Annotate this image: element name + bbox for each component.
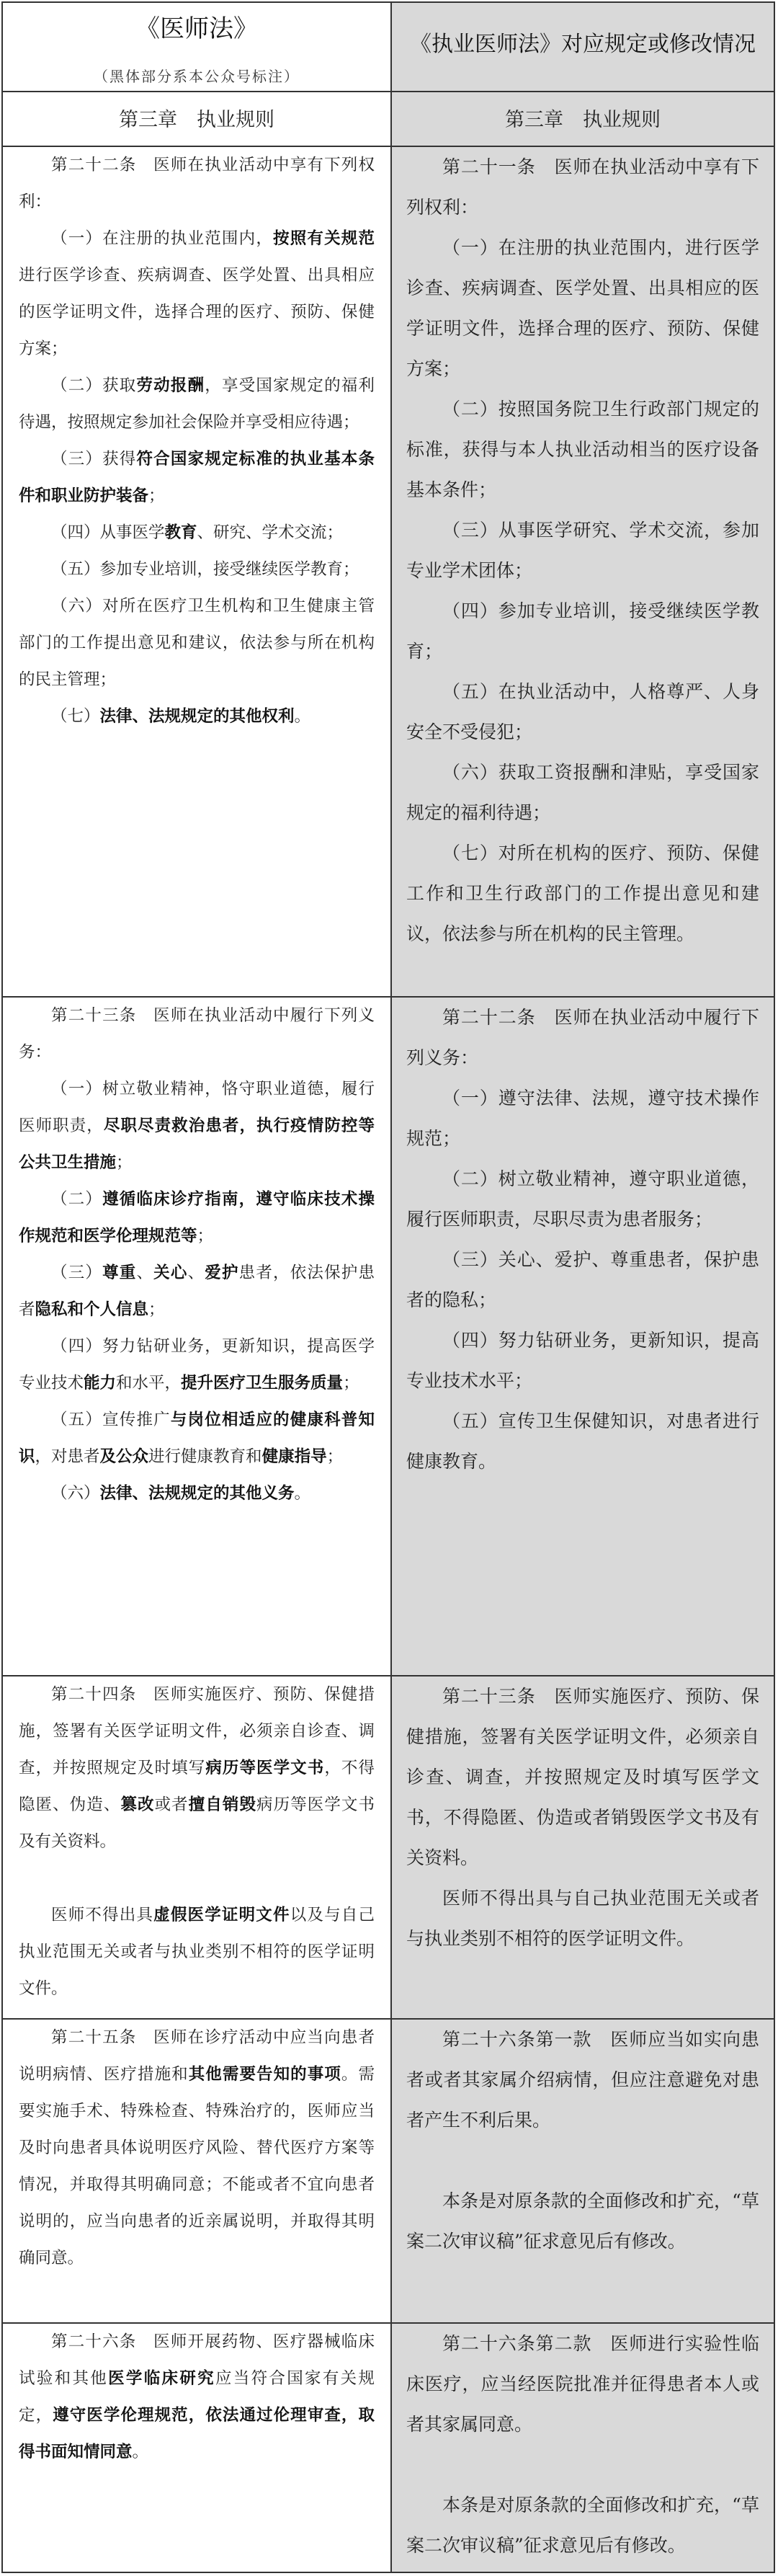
row-2-right [392,998,774,1482]
emphasis: 提升医疗卫生服务质量 [181,1374,344,1393]
paragraph: （一）在注册的执业范围内，进行医学诊查、疾病调查、医学处置、出具相应的医学证明文件，选择合理的医疗、预防、保健方案； [406,237,759,379]
paragraph: 本条是对原条款的全面修改和扩充，“草案二次审议稿”征求意见后有修改。 [406,2190,759,2252]
left-subtitle: （黑体部分系本公众号标注） [94,68,300,85]
emphasis: 健康指导 [261,1447,327,1466]
emphasis: 与岗位相适应的健康科普知识 [19,1411,375,1466]
right-chapter: 第三章 执业规则 [505,109,661,131]
paragraph: 第二十四条 医师实施医疗、预防、保健措施，签署有关医学证明文件，必须亲自诊查、调查，并按照规定及时填写病历等医学文书，不得隐匿、伪造、篡改或者擅自销毁病历等医学文书及有关资料。 [19,1685,375,1851]
paragraph: （七）法律、法规规定的其他权利。 [51,707,311,726]
paragraph: 本条是对原条款的全面修改和扩充，“草案二次审议稿”征求意见后有修改。 [406,2495,759,2556]
row-3-right [392,1676,774,1959]
paragraph: （六）对所在医疗卫生机构和卫生健康主管部门的工作提出意见和建议，依法参与所在机构的民主管理； [19,597,375,689]
comparison-table [1,1,775,2573]
emphasis: 其他需要告知的事项 [188,2065,341,2084]
emphasis: 病历等医学文书 [205,1759,325,1777]
paragraph: （六）法律、法规规定的其他义务。 [51,1484,311,1503]
paragraph: 第二十六条第一款 医师应当如实向患者或者其家属介绍病情，但应注意避免对患者产生不利后果。 [406,2029,759,2131]
paragraph: 第二十二条 医师在执业活动中履行下列义务： [406,1007,759,1068]
paragraph: 第二十五条 医师在诊疗活动中应当向患者说明病情、医疗措施和其他需要告知的事项。需要实施手术、特殊检查、特殊治疗的，医师应当及时向患者具体说明医疗风险、替代医疗方案等情况，并取得其明确同意；不能或者不宜向患者说明的，应当向患者的近亲属说明，并取得其明确同意。 [19,2028,375,2268]
paragraph: （二）获取劳动报酬，享受国家规定的福利待遇，按照规定参加社会保险并享受相应待遇； [19,376,375,432]
paragraph: （四）努力钻研业务，更新知识，提高专业技术水平； [406,1330,759,1391]
emphasis: 法律、法规规定的其他权利 [99,707,295,726]
row-4-right [392,2020,774,2262]
row-2-left [3,998,390,1512]
paragraph: （五）宣传推广与岗位相适应的健康科普知识，对患者及公众进行健康教育和健康指导； [19,1411,375,1466]
paragraph: （二）树立敬业精神，遵守职业道德，履行医师职责，尽职尽责为患者服务； [406,1168,759,1230]
paragraph: 第二十二条 医师在执业活动中享有下列权利： [19,156,375,211]
divider [3,91,774,92]
left-title: 《医师法》 [135,14,258,43]
paragraph: 医师不得出具虚假医学证明文件以及与自己执业范围无关或者与执业类别不相符的医学证明文件。 [19,1906,375,1998]
paragraph: 第二十一条 医师在执业活动中享有下列权利： [406,156,759,218]
paragraph: 第二十三条 医师在执业活动中履行下列义务： [19,1006,375,1062]
emphasis: 篡改 [120,1795,155,1814]
paragraph: （一）遵守法律、法规，遵守技术操作规范； [406,1088,759,1149]
emphasis: 遵循临床诊疗指南，遵守临床技术操作规范和医学伦理规范等 [19,1190,375,1245]
row-1-right [392,147,774,954]
paragraph: （四）努力钻研业务，更新知识，提高医学专业技术能力和水平，提升医疗卫生服务质量； [19,1337,375,1393]
paragraph: （三）尊重、关心、爱护患者，依法保护患者隐私和个人信息； [19,1263,375,1319]
row-3-left [3,1676,390,2007]
emphasis: 医学临床研究 [108,2369,215,2388]
right-title: 《执业医师法》对应规定或修改情况 [410,32,756,57]
emphasis: 教育 [164,523,197,542]
emphasis: 能力 [84,1374,117,1393]
paragraph: （一）在注册的执业范围内，按照有关规范进行医学诊查、疾病调查、医学处置、出具相应的医学证明文件，选择合理的医疗、预防、保健方案； [19,229,375,358]
row-5-left [3,2324,390,2471]
emphasis: 尊重 [102,1263,137,1282]
paragraph: （三）从事医学研究、学术交流，参加专业学术团体； [406,520,759,581]
paragraph: （五）在执业活动中，人格尊严、人身安全不受侵犯； [406,681,759,742]
paragraph: （一）树立敬业精神，恪守职业道德，履行医师职责，尽职尽责救治患者，执行疫情防控等公共卫生措施； [19,1080,375,1172]
emphasis: 隐私和个人信息 [35,1300,149,1319]
emphasis: 法律、法规规定的其他义务 [99,1484,295,1503]
emphasis: 及公众 [99,1447,149,1466]
row-5-right [392,2324,774,2566]
emphasis: 符合国家规定标准的执业基本条件和职业防护装备 [19,450,375,505]
row-1-left [3,147,390,735]
emphasis: 按照有关规范 [273,229,375,248]
paragraph: （七）对所在机构的医疗、预防、保健工作和卫生行政部门的工作提出意见和建议，依法参与所在机构的民主管理。 [406,843,759,944]
paragraph: （二）遵循临床诊疗指南，遵守临床技术操作规范和医学伦理规范等； [19,1190,375,1245]
emphasis: 爱护 [205,1263,239,1282]
row-4-left [3,2020,390,2277]
emphasis: 遵守医学伦理规范，依法通过伦理审查，取得书面知情同意 [19,2406,375,2461]
emphasis: 劳动报酬 [136,376,205,395]
paragraph: 第二十三条 医师实施医疗、预防、保健措施，签署有关医学证明文件，必须亲自诊查、调查，并按照规定及时填写医学文书，不得隐匿、伪造或者销毁医学文书及有关资料。 [406,1686,759,1868]
emphasis: 擅自销毁 [188,1795,257,1814]
emphasis: 虚假医学证明文件 [153,1906,290,1924]
paragraph: （三）关心、爱护、尊重患者，保护患者的隐私； [406,1249,759,1310]
paragraph: （五）参加专业培训，接受继续医学教育； [51,560,359,579]
paragraph: （六）获取工资报酬和津贴，享受国家规定的福利待遇； [406,762,759,823]
left-chapter: 第三章 执业规则 [119,109,274,131]
paragraph: （二）按照国务院卫生行政部门规定的标准，获得与本人执业活动相当的医疗设备基本条件； [406,399,759,500]
paragraph: （五）宣传卫生保健知识，对患者进行健康教育。 [406,1411,759,1472]
paragraph: （四）参加专业培训，接受继续医学教育； [406,600,759,662]
paragraph: 第二十六条第二款 医师进行实验性临床医疗，应当经医院批准并征得患者本人或者其家属同意。 [406,2333,759,2435]
emphasis: 尽职尽责救治患者，执行疫情防控等公共卫生措施 [19,1116,375,1172]
paragraph: 医师不得出具与自己执业范围无关或者与执业类别不相符的医学证明文件。 [406,1888,759,1949]
paragraph: （四）从事医学教育、研究、学术交流； [51,523,344,542]
paragraph: 第二十六条 医师开展药物、医疗器械临床试验和其他医学临床研究应当符合国家有关规定，遵守医学伦理规范，依法通过伦理审查，取得书面知情同意。 [19,2332,375,2461]
emphasis: 关心 [153,1263,188,1282]
paragraph: （三）获得符合国家规定标准的执业基本条件和职业防护装备； [19,450,375,505]
